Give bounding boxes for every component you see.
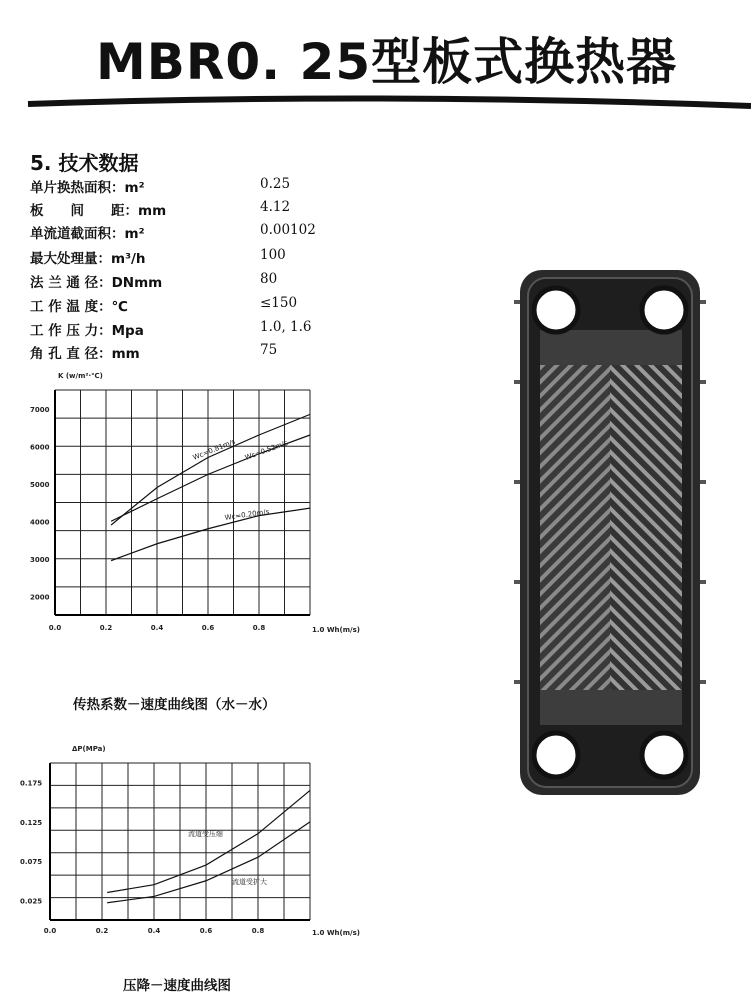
y-tick-label: 4000 bbox=[30, 518, 50, 527]
y-tick-label: 0.025 bbox=[20, 897, 43, 906]
y-axis-label: K (w/m²·℃) bbox=[58, 372, 103, 380]
spec-value: 100 bbox=[260, 247, 286, 263]
spec-value: 0.00102 bbox=[260, 222, 316, 238]
spec-label: 最大处理量：m³/h bbox=[30, 251, 146, 267]
spec-label: 法 兰 通 径：DNmm bbox=[30, 275, 163, 291]
series-label: Wc=0.52m/s bbox=[243, 438, 290, 462]
y-tick-label: 3000 bbox=[30, 555, 50, 564]
x-tick-label: 0.8 bbox=[251, 927, 265, 935]
x-axis-label: 1.0 Wh(m/s) bbox=[312, 929, 360, 937]
x-tick-label: 0.4 bbox=[150, 624, 164, 632]
heat-transfer-chart-caption: 传热系数－速度曲线图（水－水） bbox=[73, 697, 276, 713]
y-axis-label: ΔP(MPa) bbox=[72, 745, 106, 753]
spec-value: 0.25 bbox=[260, 176, 291, 192]
x-tick-label: 0.6 bbox=[201, 624, 215, 632]
x-tick-label: 0.6 bbox=[199, 927, 213, 935]
spec-value: 75 bbox=[260, 342, 278, 358]
spec-label: 板 间 距：mm bbox=[30, 203, 167, 219]
plate-heat-exchanger-plate-icon bbox=[514, 270, 706, 795]
x-tick-label: 0.2 bbox=[99, 624, 113, 632]
spec-label: 工 作 温 度：℃ bbox=[30, 299, 128, 315]
spec-label: 单片换热面积：m² bbox=[30, 180, 145, 196]
x-tick-label: 0.8 bbox=[252, 624, 266, 632]
pressure-drop-chart-caption: 压降－速度曲线图 bbox=[123, 978, 231, 994]
series-label: 流道受扩大 bbox=[232, 878, 267, 886]
y-tick-label: 0.125 bbox=[20, 818, 43, 827]
y-tick-label: 0.175 bbox=[20, 779, 43, 788]
y-tick-label: 2000 bbox=[30, 593, 50, 602]
page-title: MBR0. 25型板式换热器 bbox=[96, 33, 678, 91]
spec-value: 4.12 bbox=[260, 199, 291, 215]
y-tick-label: 5000 bbox=[30, 480, 50, 489]
spec-label: 工 作 压 力：Mpa bbox=[30, 323, 144, 339]
x-axis-label: 1.0 Wh(m/s) bbox=[312, 626, 360, 634]
x-tick-label: 0.4 bbox=[147, 927, 161, 935]
x-tick-label: 0.2 bbox=[95, 927, 109, 935]
y-tick-label: 7000 bbox=[30, 405, 50, 414]
series-label: Wc=0.81m/s bbox=[191, 437, 237, 462]
spec-value: 80 bbox=[260, 271, 278, 287]
spec-label: 单流道截面积：m² bbox=[30, 226, 145, 242]
spec-value: 1.0, 1.6 bbox=[260, 319, 312, 335]
y-tick-label: 0.075 bbox=[20, 858, 43, 867]
y-tick-label: 6000 bbox=[30, 443, 50, 452]
x-tick-label: 0.0 bbox=[43, 927, 57, 935]
spec-value: ≤150 bbox=[260, 295, 298, 311]
series-label: 流道受压缩 bbox=[188, 830, 223, 838]
series-label: Wc=0.20m/s bbox=[224, 507, 270, 522]
spec-label: 角 孔 直 径：mm bbox=[30, 346, 140, 362]
x-tick-label: 0.0 bbox=[48, 624, 62, 632]
section-title: 5. 技术数据 bbox=[30, 151, 139, 175]
